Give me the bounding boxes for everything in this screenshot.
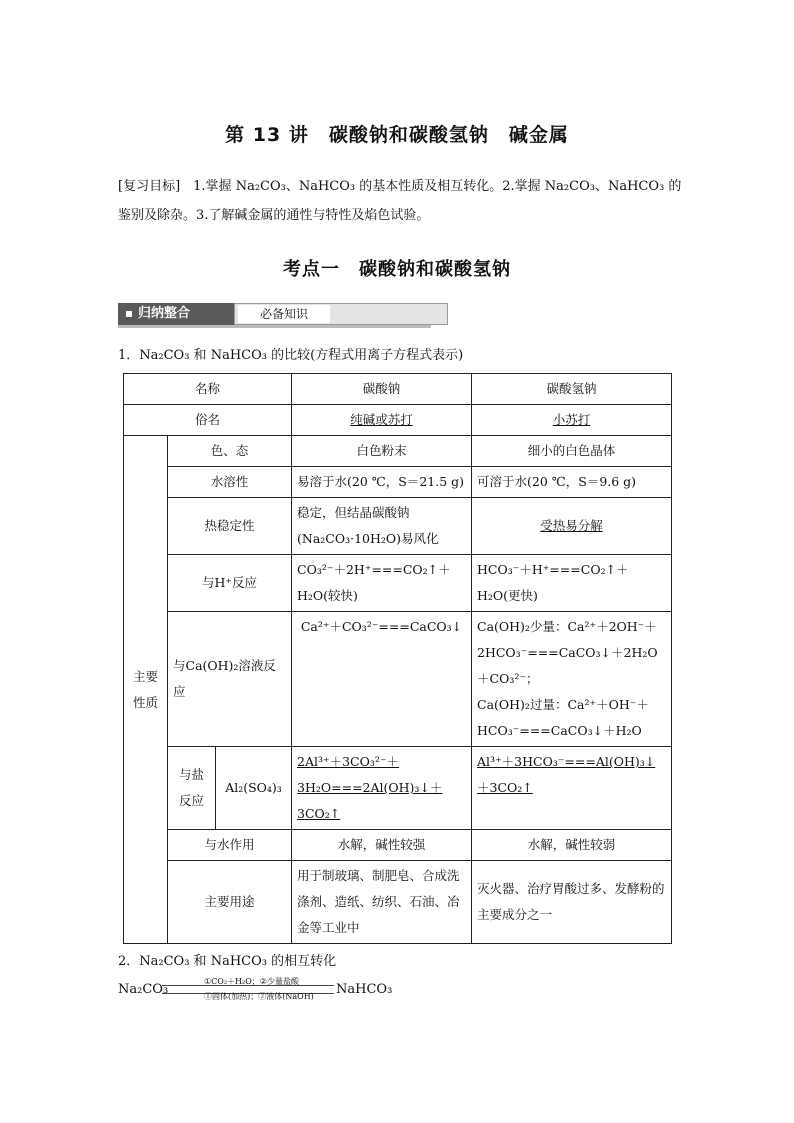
banner-underline [118, 325, 431, 328]
color-label: 色、态 [168, 436, 292, 467]
alias-na2co3: 纯碱或苏打 [292, 405, 472, 436]
use-na2co3: 用于制玻璃、制肥皂、合成洗涤剂、造纸、纺织、石油、冶金等工业中 [292, 861, 472, 944]
use-nahco3: 灭火器、治疗胃酸过多、发酵粉的主要成分之一 [472, 861, 672, 944]
conv-backward: ①固体(加热)；②液体(NaOH) [204, 992, 314, 1001]
banner-tab [234, 303, 448, 325]
alias-nahco3: 小苏打 [472, 405, 672, 436]
caoh2-nahco3 [472, 612, 672, 747]
conversion-diagram [118, 976, 418, 1000]
knowledge-banner [118, 303, 431, 327]
solubility-label: 水溶性 [168, 467, 292, 498]
goal-text: 1.掌握 Na₂CO₃、NaHCO₃ 的基本性质及相互转化。2.掌握 Na₂CO₃、NaHCO₃ 的鉴别及除杂。3.了解碱金属的通性与特性及焰色试验。 [118, 179, 682, 223]
color-nahco3: 细小的白色晶体 [472, 436, 672, 467]
table-row [124, 467, 672, 498]
thermal-label: 热稳定性 [168, 498, 292, 555]
caoh2-label: 与Ca(OH)₂溶液反应 [168, 612, 292, 747]
thermal-na2co3: 稳定，但结晶碳酸钠(Na₂CO₃·10H₂O)易风化 [292, 498, 472, 555]
table-row [124, 436, 672, 467]
solubility-nahco3: 可溶于水(20 ℃，S＝9.6 g) [472, 467, 672, 498]
solubility-na2co3: 易溶于水(20 ℃，S＝21.5 g) [292, 467, 472, 498]
page-title: 第 13 讲 碳酸钠和碳酸氢钠 碱金属 [225, 124, 569, 146]
thermal-nahco3: 受热易分解 [472, 498, 672, 555]
banner-main [118, 303, 234, 325]
caoh2-excess: Ca(OH)₂过量：Ca²⁺＋OH⁻＋HCO₃⁻===CaCO₃↓＋H₂O [477, 697, 649, 738]
table-row [124, 830, 672, 861]
table-row [124, 374, 672, 405]
conv-right: NaHCO₃ [336, 982, 393, 997]
review-goals [118, 172, 688, 230]
square-icon [126, 311, 132, 317]
table-row [124, 405, 672, 436]
water-na2co3: 水解，碱性较强 [292, 830, 472, 861]
header-na2co3: 碳酸钠 [292, 374, 472, 405]
acid-label: 与H⁺反应 [168, 555, 292, 612]
salt-nahco3: Al³⁺＋3HCO₃⁻===Al(OH)₃↓＋3CO₂↑ [472, 747, 672, 830]
header-nahco3: 碳酸氢钠 [472, 374, 672, 405]
header-name: 名称 [124, 374, 292, 405]
main-properties-label: 主要性质 [124, 436, 168, 944]
table-row [124, 612, 672, 747]
caoh2-na2co3: Ca²⁺＋CO₃²⁻===CaCO₃↓ [292, 612, 472, 747]
salt-na2co3: 2Al³⁺＋3CO₃²⁻＋3H₂O===2Al(OH)₃↓＋3CO₂↑ [292, 747, 472, 830]
section-1-heading: 1．Na₂CO₃ 和 NaHCO₃ 的比较(方程式用离子方程式表示) [118, 348, 464, 363]
acid-na2co3: CO₃²⁻＋2H⁺===CO₂↑＋H₂O(较快) [292, 555, 472, 612]
conv-forward: ①CO₂＋H₂O；②少量盐酸 [204, 977, 299, 986]
table-row [124, 747, 672, 830]
water-label: 与水作用 [168, 830, 292, 861]
section-title: 考点一 碳酸钠和碳酸氢钠 [283, 259, 511, 280]
section-2-heading: 2．Na₂CO₃ 和 NaHCO₃ 的相互转化 [118, 954, 337, 969]
goal-label: [复习目标] [118, 179, 181, 194]
alias-label: 俗名 [124, 405, 292, 436]
conv-left: Na₂CO₃ [118, 982, 169, 997]
water-nahco3: 水解，碱性较弱 [472, 830, 672, 861]
color-na2co3: 白色粉末 [292, 436, 472, 467]
comparison-table [123, 373, 672, 944]
salt-label: 与盐反应 [168, 747, 216, 830]
banner-tab-label: 必备知识 [238, 305, 330, 323]
table-row [124, 555, 672, 612]
table-row [124, 861, 672, 944]
use-label: 主要用途 [168, 861, 292, 944]
caoh2-small: Ca(OH)₂少量：Ca²⁺＋2OH⁻＋2HCO₃⁻===CaCO₃↓＋2H₂O＋CO₃²⁻； [477, 619, 658, 686]
table-row [124, 498, 672, 555]
salt-sub: Al₂(SO₄)₃ [216, 747, 292, 830]
banner-main-label: 归纳整合 [138, 306, 191, 321]
acid-nahco3: HCO₃⁻＋H⁺===CO₂↑＋H₂O(更快) [472, 555, 672, 612]
